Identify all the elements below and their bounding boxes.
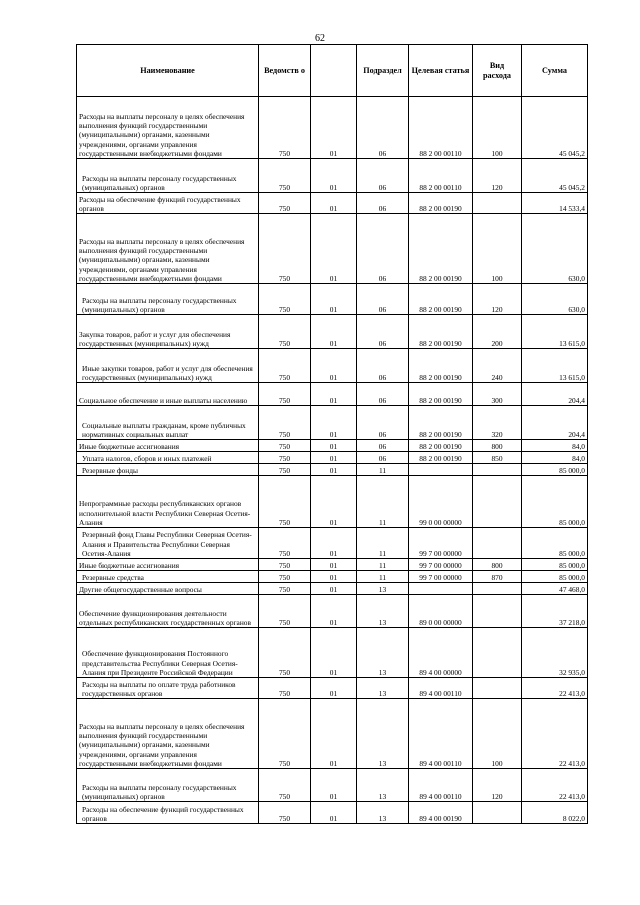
cell-subsection: 13 (357, 802, 409, 824)
cell-sum: 45 045,2 (522, 159, 588, 193)
cell-section: 01 (311, 315, 357, 349)
cell-subsection: 06 (357, 159, 409, 193)
table-row (77, 528, 588, 559)
cell-department: 750 (259, 595, 311, 628)
cell-department: 750 (259, 559, 311, 571)
cell-name: Расходы на выплаты персоналу государственных (муниципальных) органов (77, 284, 259, 315)
cell-sum: 45 045,2 (522, 97, 588, 159)
cell-section: 01 (311, 583, 357, 595)
cell-sum: 630,0 (522, 214, 588, 284)
cell-sum: 32 935,0 (522, 628, 588, 678)
cell-name: Расходы на выплаты персоналу в целях обеспечения выполнения функций государственными (муниципальными) органами, казенными учреждениями, органами управления государственными внебюджетными фондами (77, 214, 259, 284)
cell-section: 01 (311, 159, 357, 193)
cell-target-article: 88 2 00 00190 (409, 452, 473, 464)
cell-section: 01 (311, 678, 357, 699)
table-row (77, 159, 588, 193)
table-row (77, 284, 588, 315)
cell-sum: 630,0 (522, 284, 588, 315)
cell-subsection: 13 (357, 595, 409, 628)
cell-subsection: 11 (357, 559, 409, 571)
cell-expense-type: 100 (473, 97, 522, 159)
cell-department: 750 (259, 769, 311, 802)
cell-expense-type (473, 802, 522, 824)
header-subsection: Подраздел (357, 45, 409, 97)
cell-expense-type: 100 (473, 214, 522, 284)
cell-subsection: 06 (357, 406, 409, 440)
cell-subsection: 06 (357, 315, 409, 349)
cell-section: 01 (311, 802, 357, 824)
cell-sum: 85 000,0 (522, 571, 588, 583)
cell-expense-type: 240 (473, 349, 522, 383)
table-row (77, 97, 588, 159)
cell-sum: 37 218,0 (522, 595, 588, 628)
cell-name: Обеспечение функционирования Постоянного представительства Республики Северная Осетия-Алания при Президенте Российской Федерации (77, 628, 259, 678)
cell-name: Расходы на выплаты персоналу в целях обеспечения выполнения функций государственными (муниципальными) органами, казенными учреждениями, органами управления государственными внебюджетными фондами (77, 699, 259, 769)
cell-sum: 85 000,0 (522, 528, 588, 559)
cell-section: 01 (311, 769, 357, 802)
cell-target-article: 89 4 00 00110 (409, 769, 473, 802)
cell-expense-type: 850 (473, 452, 522, 464)
cell-sum: 85 000,0 (522, 476, 588, 528)
cell-target-article: 89 4 00 00110 (409, 699, 473, 769)
cell-target-article: 99 0 00 00000 (409, 476, 473, 528)
cell-target-article: 89 0 00 00000 (409, 595, 473, 628)
cell-sum: 47 468,0 (522, 583, 588, 595)
cell-sum: 85 000,0 (522, 464, 588, 476)
cell-name: Расходы на выплаты по оплате труда работников государственных органов (77, 678, 259, 699)
cell-target-article: 89 4 00 00190 (409, 802, 473, 824)
cell-section: 01 (311, 193, 357, 214)
cell-sum: 14 533,4 (522, 193, 588, 214)
cell-subsection: 06 (357, 452, 409, 464)
header-section (311, 45, 357, 97)
cell-target-article: 88 2 00 00190 (409, 214, 473, 284)
cell-name: Непрограммные расходы республиканских органов исполнительной власти Республики Северная Осетия-Алания (77, 476, 259, 528)
cell-subsection: 06 (357, 193, 409, 214)
cell-target-article: 99 7 00 00000 (409, 528, 473, 559)
table-row (77, 440, 588, 452)
cell-name: Резервные средства (77, 571, 259, 583)
cell-section: 01 (311, 406, 357, 440)
cell-expense-type: 800 (473, 440, 522, 452)
cell-section: 01 (311, 559, 357, 571)
cell-subsection: 06 (357, 349, 409, 383)
cell-name: Иные бюджетные ассигнования (77, 559, 259, 571)
cell-target-article: 88 2 00 00190 (409, 406, 473, 440)
cell-name: Закупка товаров, работ и услуг для обеспечения государственных (муниципальных) нужд (77, 315, 259, 349)
cell-section: 01 (311, 440, 357, 452)
cell-section: 01 (311, 476, 357, 528)
cell-department: 750 (259, 315, 311, 349)
cell-subsection: 06 (357, 97, 409, 159)
cell-name: Расходы на выплаты персоналу государственных (муниципальных) органов (77, 769, 259, 802)
cell-subsection: 11 (357, 528, 409, 559)
cell-department: 750 (259, 284, 311, 315)
header-department: Ведомств о (259, 45, 311, 97)
cell-sum: 84,0 (522, 440, 588, 452)
cell-department: 750 (259, 628, 311, 678)
cell-target-article: 88 2 00 00190 (409, 193, 473, 214)
table-row (77, 476, 588, 528)
cell-department: 750 (259, 452, 311, 464)
cell-expense-type: 120 (473, 769, 522, 802)
table-row (77, 315, 588, 349)
cell-department: 750 (259, 159, 311, 193)
cell-expense-type: 200 (473, 315, 522, 349)
cell-department: 750 (259, 193, 311, 214)
cell-department: 750 (259, 476, 311, 528)
cell-section: 01 (311, 349, 357, 383)
cell-subsection: 06 (357, 214, 409, 284)
cell-sum: 13 615,0 (522, 315, 588, 349)
cell-sum: 85 000,0 (522, 559, 588, 571)
cell-expense-type (473, 476, 522, 528)
cell-target-article: 88 2 00 00190 (409, 349, 473, 383)
cell-subsection: 06 (357, 383, 409, 406)
header-expense-type: Вид расхода (473, 45, 522, 97)
cell-department: 750 (259, 571, 311, 583)
cell-expense-type (473, 595, 522, 628)
cell-sum: 204,4 (522, 406, 588, 440)
cell-department: 750 (259, 678, 311, 699)
cell-target-article: 99 7 00 00000 (409, 571, 473, 583)
cell-expense-type: 300 (473, 383, 522, 406)
cell-section: 01 (311, 628, 357, 678)
cell-department: 750 (259, 97, 311, 159)
cell-name: Социальное обеспечение и иные выплаты населению (77, 383, 259, 406)
cell-target-article: 99 7 00 00000 (409, 559, 473, 571)
cell-expense-type: 800 (473, 559, 522, 571)
cell-section: 01 (311, 464, 357, 476)
cell-target-article: 89 4 00 00000 (409, 628, 473, 678)
cell-expense-type: 120 (473, 284, 522, 315)
cell-section: 01 (311, 383, 357, 406)
cell-section: 01 (311, 528, 357, 559)
table-row (77, 383, 588, 406)
cell-expense-type (473, 193, 522, 214)
cell-department: 750 (259, 406, 311, 440)
cell-sum: 8 022,0 (522, 802, 588, 824)
header-sum: Сумма (522, 45, 588, 97)
cell-expense-type (473, 464, 522, 476)
cell-target-article (409, 464, 473, 476)
table-body (77, 97, 588, 824)
cell-department: 750 (259, 383, 311, 406)
cell-sum: 84,0 (522, 452, 588, 464)
cell-section: 01 (311, 595, 357, 628)
cell-section: 01 (311, 699, 357, 769)
cell-target-article: 88 2 00 00190 (409, 383, 473, 406)
table-row (77, 464, 588, 476)
cell-name: Расходы на обеспечение функций государственных органов (77, 193, 259, 214)
cell-department: 750 (259, 802, 311, 824)
table-row (77, 583, 588, 595)
cell-expense-type: 870 (473, 571, 522, 583)
cell-subsection: 13 (357, 628, 409, 678)
cell-section: 01 (311, 97, 357, 159)
cell-name: Расходы на обеспечение функций государственных органов (77, 802, 259, 824)
cell-department: 750 (259, 699, 311, 769)
table-header-row (77, 45, 588, 97)
cell-section: 01 (311, 284, 357, 315)
cell-expense-type (473, 528, 522, 559)
budget-table (76, 44, 588, 824)
cell-sum: 204,4 (522, 383, 588, 406)
cell-department: 750 (259, 349, 311, 383)
cell-department: 750 (259, 214, 311, 284)
cell-name: Резервный фонд Главы Республики Северная Осетия-Алания и Правительства Республики Северная Осетия-Алания (77, 528, 259, 559)
table-row (77, 802, 588, 824)
cell-section: 01 (311, 452, 357, 464)
cell-department: 750 (259, 528, 311, 559)
cell-target-article: 88 2 00 00190 (409, 315, 473, 349)
cell-section: 01 (311, 214, 357, 284)
table-row (77, 214, 588, 284)
table-row (77, 559, 588, 571)
table-row (77, 769, 588, 802)
cell-target-article: 89 4 00 00110 (409, 678, 473, 699)
cell-expense-type: 120 (473, 159, 522, 193)
cell-expense-type (473, 678, 522, 699)
cell-target-article: 88 2 00 00110 (409, 159, 473, 193)
cell-sum: 22 413,0 (522, 769, 588, 802)
table-row (77, 699, 588, 769)
cell-sum: 22 413,0 (522, 678, 588, 699)
cell-name: Иные закупки товаров, работ и услуг для обеспечения государственных (муниципальных) нужд (77, 349, 259, 383)
cell-department: 750 (259, 583, 311, 595)
cell-subsection: 06 (357, 284, 409, 315)
cell-section: 01 (311, 571, 357, 583)
page-number: 62 (315, 33, 325, 44)
cell-sum: 22 413,0 (522, 699, 588, 769)
cell-subsection: 11 (357, 464, 409, 476)
cell-subsection: 13 (357, 699, 409, 769)
cell-name: Расходы на выплаты персоналу государственных (муниципальных) органов (77, 159, 259, 193)
cell-target-article: 88 2 00 00190 (409, 440, 473, 452)
header-name: Наименование (77, 45, 259, 97)
cell-expense-type (473, 628, 522, 678)
cell-target-article (409, 583, 473, 595)
table-row (77, 678, 588, 699)
cell-name: Социальные выплаты гражданам, кроме публичных нормативных социальных выплат (77, 406, 259, 440)
cell-subsection: 13 (357, 678, 409, 699)
cell-subsection: 11 (357, 476, 409, 528)
table-row (77, 452, 588, 464)
table-row (77, 571, 588, 583)
cell-subsection: 11 (357, 571, 409, 583)
cell-subsection: 13 (357, 583, 409, 595)
cell-name: Расходы на выплаты персоналу в целях обеспечения выполнения функций государственными (муниципальными) органами, казенными учреждениями, органами управления государственными внебюджетными фондами (77, 97, 259, 159)
cell-sum: 13 615,0 (522, 349, 588, 383)
cell-name: Уплата налогов, сборов и иных платежей (77, 452, 259, 464)
cell-name: Обеспечение функционирования деятельности отдельных республиканских государственных органов (77, 595, 259, 628)
cell-target-article: 88 2 00 00110 (409, 97, 473, 159)
cell-expense-type: 100 (473, 699, 522, 769)
table-row (77, 349, 588, 383)
cell-name: Резервные фонды (77, 464, 259, 476)
cell-expense-type: 320 (473, 406, 522, 440)
table-row (77, 628, 588, 678)
cell-department: 750 (259, 440, 311, 452)
cell-name: Иные бюджетные ассигнования (77, 440, 259, 452)
header-target-article: Целевая статья (409, 45, 473, 97)
cell-department: 750 (259, 464, 311, 476)
cell-subsection: 06 (357, 440, 409, 452)
table-row (77, 595, 588, 628)
cell-subsection: 13 (357, 769, 409, 802)
cell-name: Другие общегосударственные вопросы (77, 583, 259, 595)
cell-expense-type (473, 583, 522, 595)
cell-target-article: 88 2 00 00190 (409, 284, 473, 315)
table-row (77, 193, 588, 214)
table-row (77, 406, 588, 440)
